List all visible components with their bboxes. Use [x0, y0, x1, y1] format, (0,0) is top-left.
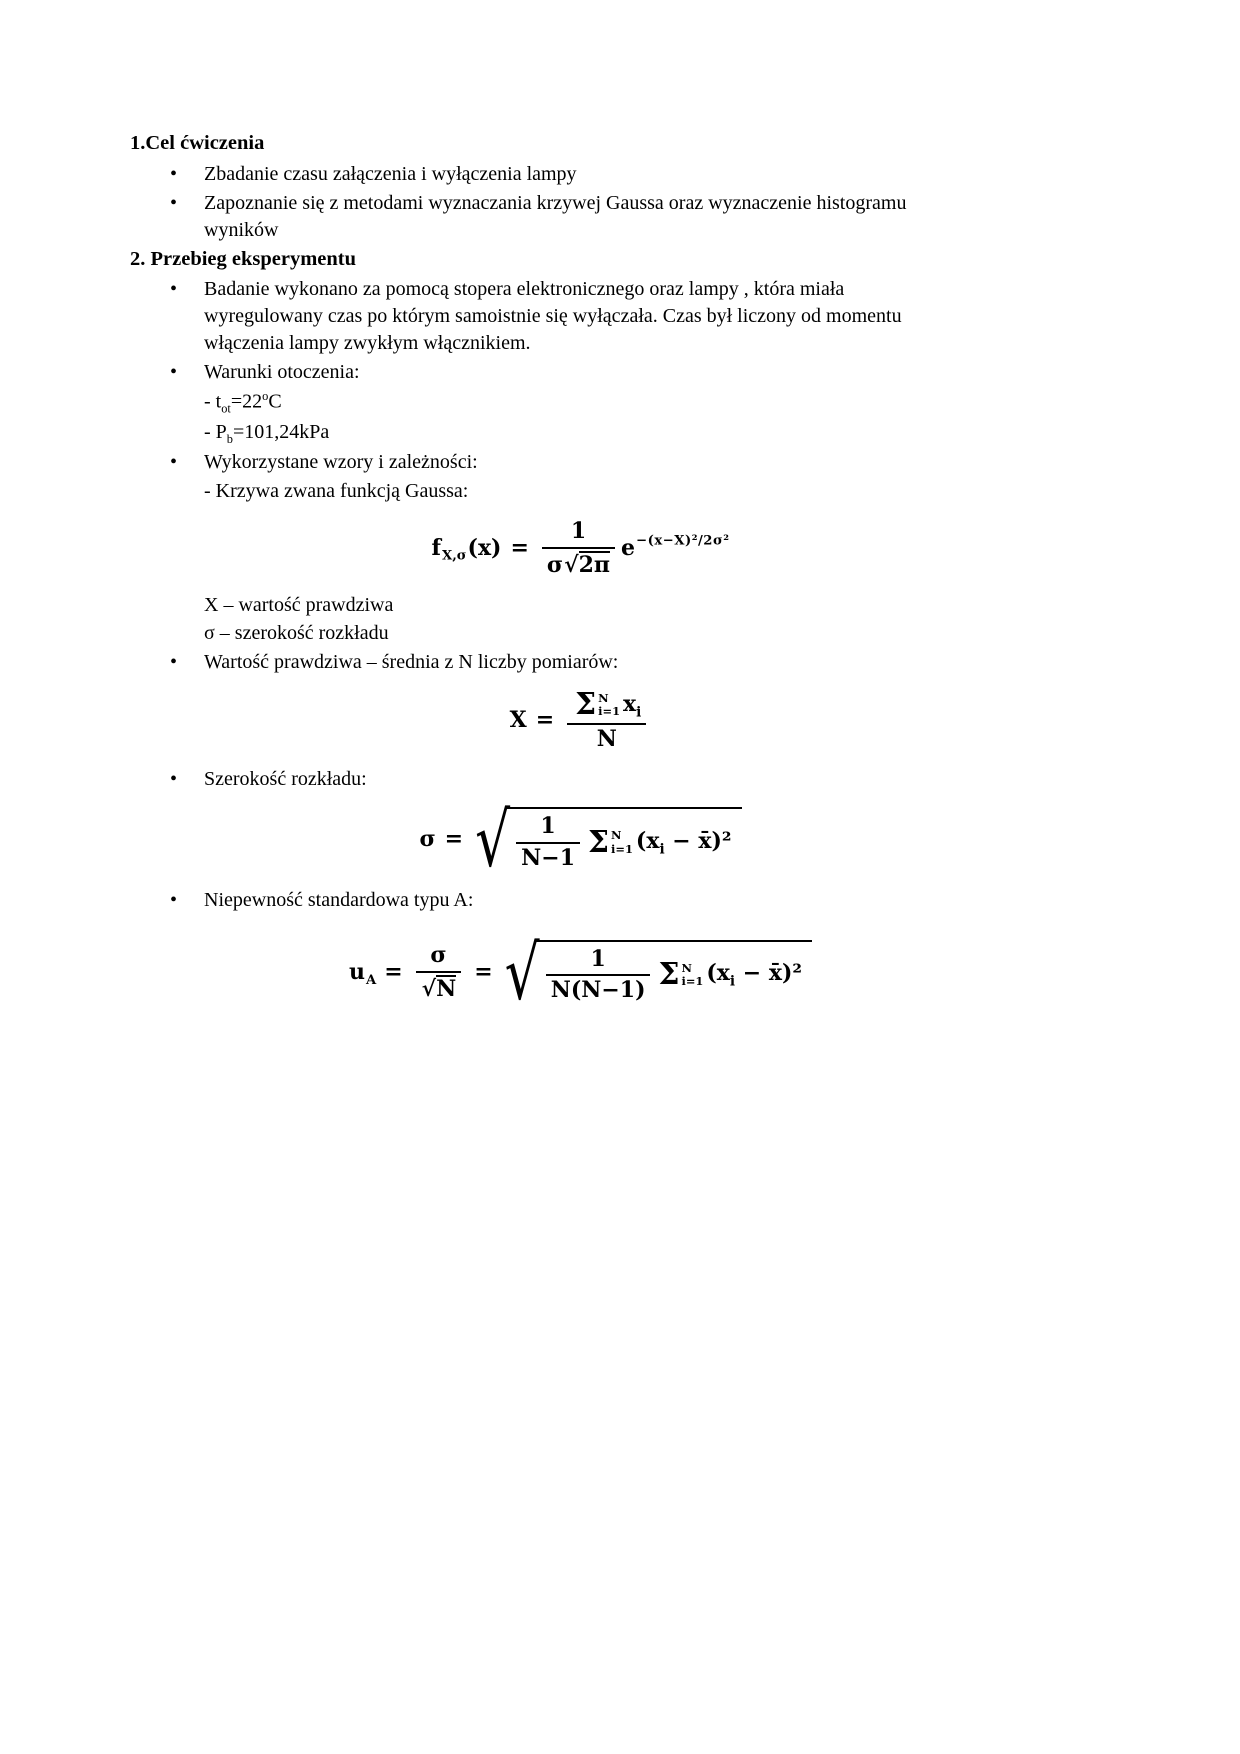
gauss-curve-label: - Krzywa zwana funkcją Gaussa:: [204, 480, 469, 503]
formula-sigma: [130, 796, 1030, 884]
section-2-heading: 2. Przebieg eksperymentu: [130, 247, 357, 270]
math-token: e: [621, 534, 636, 561]
math-term: [636, 828, 732, 858]
lower-limit: i=1: [598, 703, 621, 718]
math-term: [623, 692, 641, 721]
denominator: [416, 973, 462, 1002]
summation: [658, 957, 704, 993]
radicand: [505, 807, 741, 873]
section-1-heading: 1.Cel ćwiczenia: [130, 132, 265, 154]
math-token: - P: [204, 420, 227, 443]
formula-ua: [130, 929, 1030, 1016]
upper-limit: N: [611, 828, 622, 843]
numerator: [567, 687, 646, 725]
sigma-operator: Σ: [658, 957, 680, 993]
summation: [588, 824, 633, 860]
math-sub: i: [636, 704, 642, 721]
list-item: [170, 766, 1110, 793]
radicand: 2π: [578, 551, 611, 578]
math-token: − x̄)²: [735, 960, 803, 987]
math-token: σ: [546, 551, 564, 578]
math-token: C: [268, 391, 282, 413]
math-token: f: [431, 534, 441, 561]
bullet-icon: •: [170, 888, 178, 911]
bullet-icon: •: [170, 162, 178, 185]
math-token: (x: [706, 960, 730, 987]
equals-sign: =: [444, 826, 464, 853]
list-item-text: Wykorzystane wzory i zależności:: [204, 451, 478, 474]
bullet-icon: •: [170, 451, 178, 474]
bullet-icon: •: [170, 191, 178, 214]
list-item: [170, 449, 1110, 476]
math-token: (x: [635, 827, 660, 854]
sqrt-radical: [475, 796, 741, 884]
sigma-operator: Σ: [575, 687, 597, 723]
denominator: N−1: [521, 844, 576, 871]
radical-sign: √: [475, 796, 511, 884]
list-item: [170, 649, 1110, 676]
list-item: [170, 359, 1110, 386]
math-token: =22: [230, 391, 263, 413]
formula-gauss: [130, 519, 1030, 578]
list-item-text: Wartość prawdziwa – średnia z N liczby pomiarów:: [204, 651, 619, 674]
list-item-text: Niepewność standardowa typu A:: [204, 888, 474, 911]
equals-sign: =: [510, 534, 529, 561]
list-item-text: Zapoznanie się z metodami wyznaczania krzywej Gaussa oraz wyznaczenie histogramu wyników: [204, 191, 907, 241]
denominator: [542, 549, 615, 578]
equals-sign: =: [535, 707, 555, 734]
math-token: x: [623, 690, 637, 717]
sqrt-radical: [422, 975, 457, 1002]
bullet-icon: •: [170, 361, 178, 384]
math-term: [706, 960, 802, 990]
math-token: − x̄)²: [664, 827, 732, 854]
math-token: u: [348, 958, 365, 985]
condition-temperature: [204, 388, 934, 417]
math-sub: i: [659, 841, 665, 858]
condition-pressure: [204, 419, 934, 448]
sqrt-radical: [504, 929, 812, 1016]
numerator: σ: [416, 943, 462, 972]
fraction: [546, 947, 651, 1004]
radicand: [535, 940, 812, 1006]
radical-sign: √: [421, 975, 437, 1002]
math-token: X: [509, 707, 527, 734]
math-sub: A: [365, 973, 377, 989]
math-token: σ: [419, 826, 436, 853]
upper-limit: N: [681, 961, 692, 976]
bullet-icon: •: [170, 278, 178, 301]
list-item: [170, 276, 1110, 357]
numerator: 1: [546, 947, 651, 976]
equals-sign: =: [474, 958, 493, 985]
math-sub: ot: [221, 402, 231, 416]
summation: [575, 687, 621, 723]
denominator: N: [596, 725, 617, 752]
summation-limits: [611, 829, 633, 855]
numerator: 1: [516, 814, 580, 843]
radical-sign: √: [564, 551, 579, 578]
bullet-icon: •: [170, 651, 178, 674]
lower-limit: i=1: [681, 974, 704, 989]
math-token: =101,24kPa: [233, 420, 330, 443]
math-token: (x): [467, 534, 502, 561]
math-exponent: −(x−X)²/2σ²: [636, 533, 730, 549]
list-item-text: Badanie wykonano za pomocą stopera elektronicznego oraz lampy , która miała wyregulowany czas po którym samoistnie się wyłączała. Czas był liczony od momentu włączenia lampy zwykłym włącznikiem.: [204, 278, 902, 355]
equals-sign: =: [384, 958, 403, 985]
math-sub: i: [729, 973, 736, 990]
legend-sigma: σ – szerokość rozkładu: [204, 622, 389, 645]
list-item-text: Warunki otoczenia:: [204, 361, 360, 384]
upper-limit: N: [598, 690, 609, 705]
sqrt-radical: [564, 551, 610, 578]
list-item: [170, 190, 1110, 244]
legend-x: X – wartość prawdziwa: [204, 594, 394, 617]
formula-mean: [130, 687, 1030, 752]
math-sub: b: [226, 431, 233, 446]
math-sub: X,σ: [441, 549, 467, 565]
summation-limits: [681, 962, 703, 988]
fraction: [516, 814, 580, 871]
list-item: [170, 161, 1110, 188]
numerator: 1: [542, 519, 615, 548]
fraction: [542, 519, 615, 578]
denominator: N(N−1): [550, 977, 646, 1004]
fraction: [567, 687, 646, 752]
summation-limits: [598, 692, 620, 718]
fraction: [416, 943, 462, 1002]
lower-limit: i=1: [611, 841, 633, 856]
bullet-icon: •: [170, 768, 178, 791]
math-sup: o: [262, 389, 269, 404]
list-item: [170, 887, 1110, 914]
list-item-text: Zbadanie czasu załączenia i wyłączenia lampy: [204, 162, 577, 185]
radicand: N: [436, 975, 457, 1002]
list-item-text: Szerokość rozkładu:: [204, 768, 367, 791]
radical-sign: √: [504, 929, 540, 1016]
math-token: - t: [204, 391, 222, 413]
sigma-operator: Σ: [588, 824, 610, 860]
